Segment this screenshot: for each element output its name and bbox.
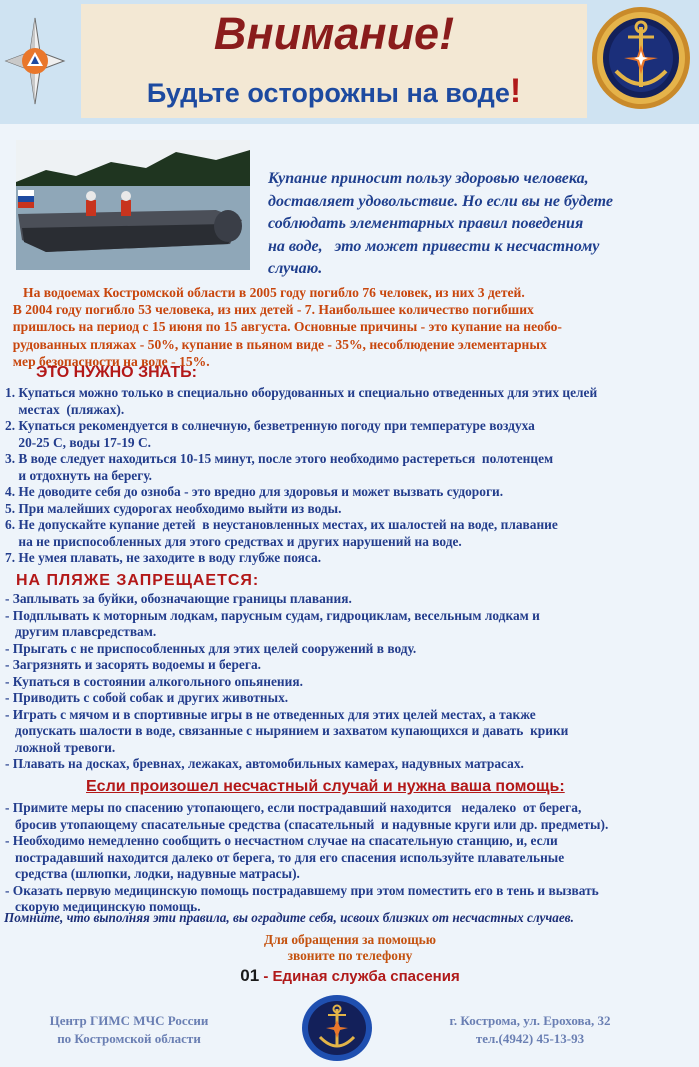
stats-line: В 2004 году погибло 53 человека, из них детей - 7. Наибольшее количество погибших	[6, 302, 534, 318]
know-list	[5, 385, 695, 567]
contact-line-1: Для обращения за помощью	[264, 932, 436, 947]
list-item: - Играть с мячом и в спортивные игры в не отведенных для этих целей местах, а также	[5, 706, 536, 722]
know-heading: ЭТО НУЖНО ЗНАТЬ:	[36, 364, 197, 381]
list-item: скорую медицинскую помощь.	[5, 899, 201, 914]
list-item: - Купаться в состоянии алкогольного опьянения.	[5, 673, 303, 689]
intro-line: случаю.	[268, 260, 323, 277]
list-item: бросив утопающему спасательные средства (спасательный и надувные круги или др. предметы).	[5, 816, 609, 832]
mchs-star-emblem-icon	[4, 16, 66, 106]
list-item: - Заплывать за буйки, обозначающие границы плавания.	[5, 591, 352, 606]
list-item: 20-25 С, воды 17-19 С.	[5, 434, 151, 450]
list-item: 5. При малейших судорогах необходимо выйти из воды.	[5, 500, 342, 516]
list-item: - Примите меры по спасению утопающего, если пострадавший находится недалеко от берега,	[5, 800, 582, 815]
forbid-list	[5, 591, 695, 773]
emergency-number-value: 01	[240, 966, 260, 985]
help-list	[5, 800, 695, 916]
list-item: 3. В воде следует находиться 10-15 минут, после этого необходимо растереться полотенцем	[5, 451, 554, 466]
footer-org-line: Центр ГИМС МЧС России	[49, 1013, 209, 1028]
intro-paragraph	[268, 168, 688, 281]
intro-line: доставляет удовольствие. Но если вы не будете	[268, 192, 613, 210]
footer-organization	[24, 1012, 234, 1048]
contact-line-2: звоните по телефону	[287, 948, 413, 963]
subtitle-exclamation: !	[509, 72, 522, 110]
emergency-number	[200, 966, 500, 986]
list-item: - Приводить с собой собак и других животных.	[5, 690, 289, 705]
statistics-paragraph	[6, 284, 696, 370]
list-item: - Плавать на досках, бревнах, лежаках, автомобильных камерах, надувных матрасах.	[5, 756, 524, 771]
list-item: пострадавший находится далеко от берега, то для его спасения используйте плавательные	[5, 849, 565, 865]
list-item: 7. Не умея плавать, не заходите в воду глубже пояса.	[5, 550, 322, 565]
stats-line: На водоемах Костромской области в 2005 году погибло 76 человек, из них 3 детей.	[6, 285, 525, 300]
page-title: Внимание!	[213, 8, 455, 59]
footer-address	[430, 1012, 630, 1048]
list-item: ложной тревоги.	[5, 739, 116, 755]
footer-org-line: по Костромской области	[57, 1031, 201, 1046]
list-item: - Загрязнять и засорять водоемы и берега.	[5, 657, 261, 672]
footer-phone-line: тел.(4942) 45-13-93	[475, 1031, 585, 1046]
rescue-boat-photo-icon	[16, 140, 250, 270]
list-item: - Оказать первую медицинскую помощь пострадавшему при этом поместить его в тень и вызвать	[5, 882, 599, 898]
emergency-service-name: - Единая служба спасения	[259, 968, 460, 985]
list-item: допускать шалости в воде, связанные с нырянием и захватом купающихся и давать крики	[5, 723, 569, 738]
remember-note: Помните, что выполняя эти правила, вы оградите себя, исвоих близких от несчастных случаев.	[4, 910, 574, 925]
subtitle-text: Будьте осторожны на воде	[146, 78, 510, 108]
list-item: 2. Купаться рекомендуется в солнечную, безветренную погоду при температуре воздуха	[5, 418, 535, 433]
list-item: - Подплывать к моторным лодкам, парусным судам, гидроциклам, весельным лодкам и	[5, 607, 540, 623]
list-item: 4. Не доводите себя до озноба - это вредно для здоровья и может вызвать судороги.	[5, 484, 504, 499]
list-item: и отдохнуть на берегу.	[5, 467, 153, 483]
list-item: - Прыгать с не приспособленных для этих целей сооружений в воду.	[5, 640, 417, 656]
list-item: средства (шлюпки, лодки, надувные матрасы).	[5, 866, 300, 881]
gims-anchor-emblem-icon	[590, 5, 692, 111]
gims-anchor-emblem-small-icon	[300, 993, 374, 1063]
intro-line: соблюдать элементарных правил поведения	[268, 215, 584, 232]
list-item: другим плавсредствам.	[5, 624, 157, 639]
list-item: местах (пляжах).	[5, 401, 125, 417]
forbid-heading: НА ПЛЯЖЕ ЗАПРЕЩАЕТСЯ:	[16, 572, 260, 589]
stats-line: рудованных пляжах - 50%, купание в пьяном виде - 35%, несоблюдение элементарных	[6, 336, 547, 352]
list-item: 6. Не допускайте купание детей в неустановленных местах, их шалостей на воде, плавание	[5, 517, 558, 532]
page-subtitle	[81, 72, 587, 111]
footer-address-line: г. Кострома, ул. Ерохова, 32	[449, 1013, 611, 1028]
list-item: на не приспособленных для этого средствах и других нарушений на воде.	[5, 533, 462, 549]
intro-line: на воде, это может привести к несчастному	[268, 237, 600, 255]
list-item: - Необходимо немедленно сообщить о несчастном случае на спасательную станцию, и, если	[5, 833, 558, 848]
help-heading: Если произошел несчастный случай и нужна ваша помощь:	[86, 778, 565, 795]
stats-line: мер безопасности на воде - 15%.	[6, 353, 210, 369]
stats-line: пришлось на период с 15 июня по 15 августа. Основные причины - это купание на необо-	[6, 319, 562, 335]
list-item: 1. Купаться можно только в специально оборудованных и специально отведенных для этих целей	[5, 385, 598, 400]
intro-line: Купание приносит пользу здоровью человека,	[268, 170, 589, 187]
